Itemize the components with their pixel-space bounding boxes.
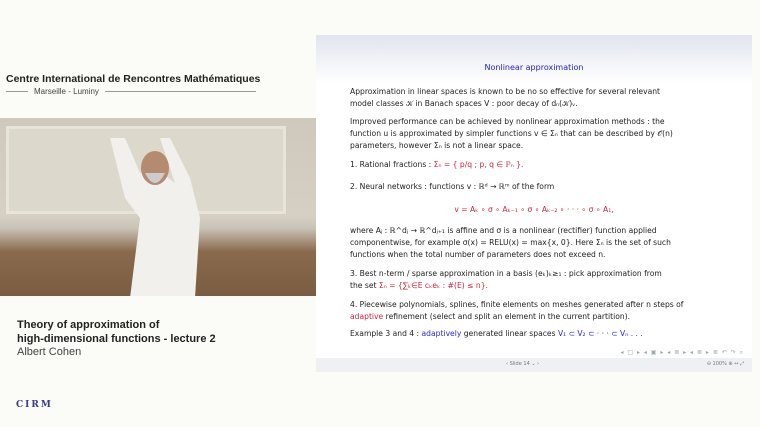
text-line: functions when the total number of parameters does not exceed n.: [350, 250, 606, 259]
viewer-toolbar: [316, 358, 752, 372]
formula: v = Aₖ ∘ σ ∘ Aₖ₋₁ ∘ σ ∘ Aₖ₋₂ ∘ · · · ∘ σ ∘ A₁,: [454, 205, 614, 214]
lecture-title: Theory of approximation of high-dimensional functions - lecture 2: [17, 319, 216, 345]
text-line: componentwise, for example σ(x) = RELU(x) = max{x, 0}. Here Σₙ is the set of such: [350, 238, 671, 247]
text-line: model classes 𝒦 in Banach spaces V : poor decay of dₙ(𝒦)ᵥ.: [350, 99, 578, 108]
zoom-controls[interactable]: ⊖ 100% ⊕ ↔ ⤢: [706, 361, 744, 367]
item-piecewise-line2: adaptive refinement (select and split an element in the current partition).: [350, 312, 631, 321]
slide-navigator[interactable]: ‹ Slide 14 ⌄ ›: [506, 361, 540, 367]
slide-title: Nonlinear approximation: [484, 63, 584, 72]
institute-location: [6, 87, 256, 96]
slide: [316, 35, 752, 372]
text-line: parameters, however Σₙ is not a linear space.: [350, 141, 524, 150]
speaker-figure: [100, 138, 210, 296]
location-text: Marseille - Luminy: [34, 87, 99, 96]
slide-header: [316, 35, 752, 83]
beamer-nav-icons[interactable]: ◂ □ ▸ ◂ ▣ ▸ ◂ ≣ ▸ ◂ ≣ ▸ ≣ ↶ ↷ ⌕: [620, 349, 744, 356]
item-sparse-line2: the set Σₙ = {∑ₖ∈E cₖeₖ : #(E) ≤ n}.: [350, 281, 488, 290]
cirm-logo: CIRM: [16, 400, 53, 410]
item-neural: 2. Neural networks : functions v : ℝᵈ → ℝᵐ of the form: [350, 182, 555, 191]
item-sparse: 3. Best n-term / sparse approximation in a basis (eₖ)ₖ≥₁ : pick approximation from: [350, 269, 662, 278]
speaker-video: [0, 118, 316, 296]
item-piecewise: 4. Piecewise polynomials, splines, finite elements on meshes generated after n steps of: [350, 300, 684, 309]
text-line: where Aⱼ : ℝ^dⱼ → ℝ^dⱼ₊₁ is affine and σ is a nonlinear (rectifier) function applied: [350, 226, 657, 235]
example-line: Example 3 and 4 : adaptively generated linear spaces V₁ ⊂ V₂ ⊂ · · · ⊂ Vₙ . . .: [350, 329, 643, 338]
text-line: function u is approximated by simpler functions v ∈ Σₙ that can be described by 𝒪(n): [350, 129, 673, 138]
text-line: Improved performance can be achieved by nonlinear approximation methods : the: [350, 117, 665, 126]
text-line: Approximation in linear spaces is known to be no so effective for several relevant: [350, 87, 661, 96]
lecture-author: Albert Cohen: [17, 346, 82, 358]
item-rational: 1. Rational fractions : Σₙ = { p/q ; p, q ∈ ℙₙ }.: [350, 160, 524, 169]
institute-name: Centre International de Rencontres Mathématiques: [6, 73, 261, 85]
